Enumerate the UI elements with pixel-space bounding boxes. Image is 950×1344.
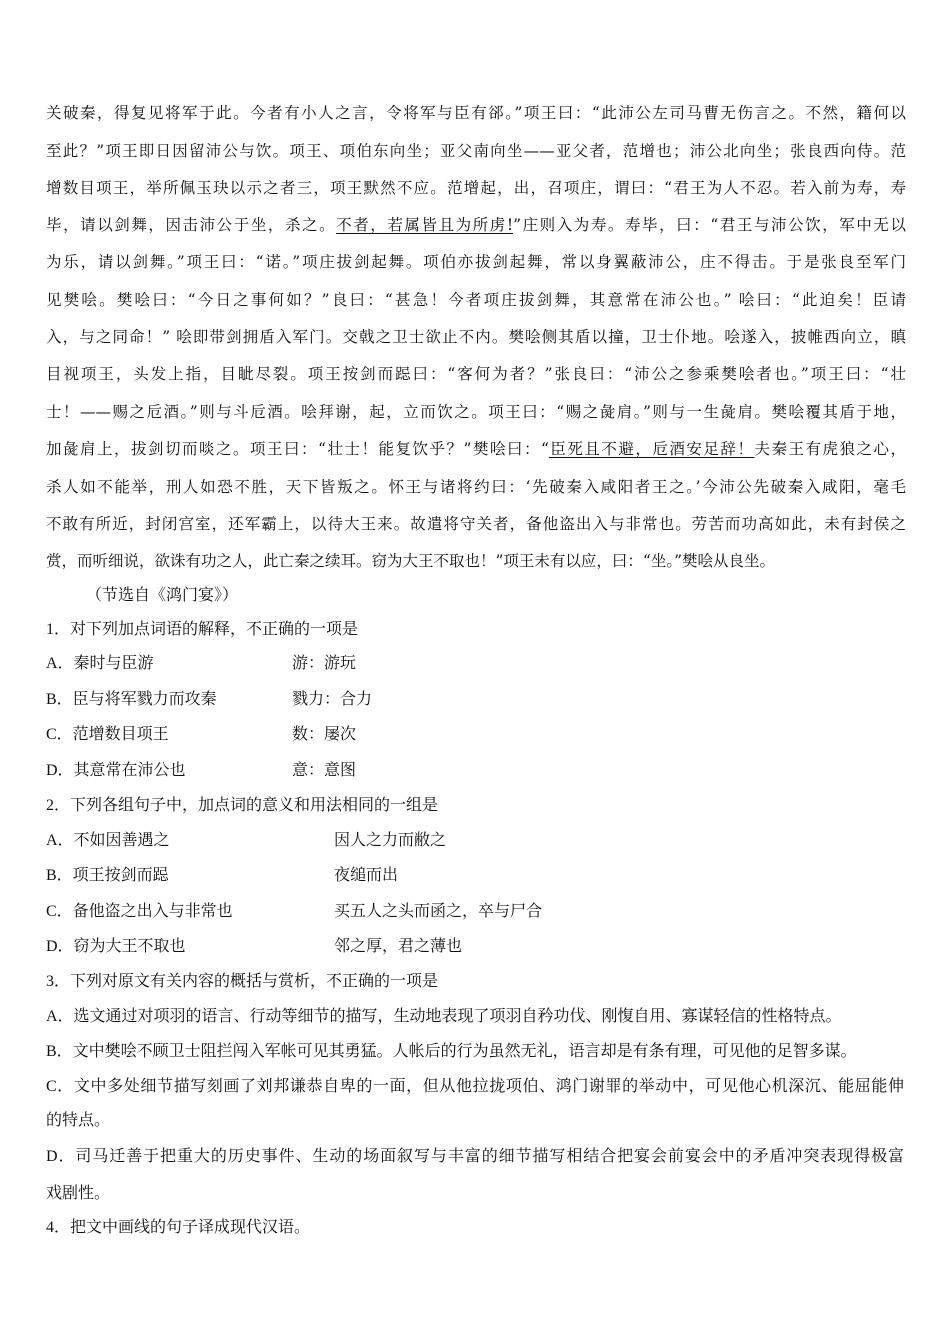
passage-line xyxy=(46,364,906,384)
question-4-stem: 4．把文中画线的句子译成现代汉语。 xyxy=(46,1219,311,1236)
passage-text: 赏，而听细说，欲诛有功之人，此亡秦之续耳。窃为大王不取也！”项王未有以应，曰：“坐。”樊哙从良坐。 xyxy=(46,552,776,570)
q1-option-b: B．臣与将军戮力而攻秦 xyxy=(46,691,217,708)
q1-option-c: C．范增数目项王 xyxy=(46,726,169,743)
passage-text: 不敢有所近，封闭宫室，还军霸上，以待大王来。故遣将守关者，备他盗出入与非常也。劳苦而功高如此，未有封侯之 xyxy=(46,515,906,533)
q1-option-d: D．其意常在沛公也 xyxy=(46,762,186,779)
passage-line xyxy=(46,290,906,310)
passage-line xyxy=(46,141,906,161)
passage-line xyxy=(46,402,906,422)
passage-line xyxy=(46,215,906,235)
passage-text: 毕，请以剑舞，因击沛公于坐，杀之。 xyxy=(46,216,337,234)
passage-line xyxy=(46,477,906,497)
q2-option-d-left: D．窃为大王不取也 xyxy=(46,938,186,955)
q2-option-a-left: A．不如因善遇之 xyxy=(46,832,170,849)
underlined-sentence: 臣死且不避，卮酒安足辞！ xyxy=(548,440,755,458)
passage-line xyxy=(46,514,906,534)
passage-text: 杀人如不能举，刑人如恐不胜，天下皆叛之。怀王与诸将约曰：‘先破秦入咸阳者王之。’今沛公先破秦入咸阳，毫毛 xyxy=(46,478,906,496)
q3-option-c-line1: C．文中多处细节描写刻画了刘邦谦恭自卑的一面，但从他拉拢项伯、鸿门谢罪的举动中，可见他心机深沉、能屈能伸 xyxy=(46,1078,904,1095)
passage-line xyxy=(46,439,906,459)
passage-text: 见樊哙。樊哙曰：“今日之事何如？”良曰：“甚急！今者项庄拔剑舞，其意常在沛公也。” 哙曰：“此迫矣！臣请 xyxy=(46,291,906,309)
q2-option-a-right: 因人之力而敝之 xyxy=(334,832,447,849)
q3-option-c-line2: 的特点。 xyxy=(46,1112,111,1129)
q2-option-c-right: 买五人之头而函之，卒与尸合 xyxy=(334,903,543,920)
q3-option-b: B．文中樊哙不顾卫士阻拦闯入军帐可见其勇猛。人帐后的行为虽然无礼，语言却是有条有理，可见他的足智多谋。 xyxy=(46,1043,857,1060)
passage-text: 目视项王，头发上指，目眦尽裂。项王按剑而跽曰：“客何为者？”张良曰：“沛公之参乘樊哙者也。”项王曰：“壮 xyxy=(46,365,906,383)
q1-option-a-gloss: 游：游玩 xyxy=(292,655,357,672)
passage-text: 增数目项王，举所佩玉玦以示之者三，项王默然不应。范增起，出，召项庄，谓曰：“君王为人不忍。若入前为寿，寿 xyxy=(46,179,906,197)
question-1-stem: 1．对下列加点词语的解释，不正确的一项是 xyxy=(46,621,359,638)
passage-line xyxy=(46,327,906,347)
passage-text: 关破秦，得复见将军于此。今者有小人之言，令将军与臣有郤。”项王曰：“此沛公左司马曹无伤言之。不然，籍何以 xyxy=(46,104,906,122)
q2-option-c-left: C．备他盗之出入与非常也 xyxy=(46,903,233,920)
underlined-sentence: 不者，若属皆且为所虏! xyxy=(336,216,514,234)
question-3-stem: 3．下列对原文有关内容的概括与赏析，不正确的一项是 xyxy=(46,973,439,990)
q2-option-d-right: 邻之厚，君之薄也 xyxy=(334,938,463,955)
q3-option-a: A．选文通过对项羽的语言、行动等细节的描写，生动地表现了项羽自矜功伐、刚愎自用、寡谋轻信的性格特点。 xyxy=(46,1008,842,1025)
q1-option-c-gloss: 数：屡次 xyxy=(292,726,357,743)
passage-text: 士！——赐之卮酒。”则与斗卮酒。哙拜谢，起，立而饮之。项王曰：“赐之彘肩。”则与一生彘肩。樊哙覆其盾于地， xyxy=(46,403,906,421)
q1-option-a: A．秦时与臣游 xyxy=(46,655,154,672)
passage-text: 夫秦王有虎狼之心， xyxy=(754,440,906,458)
q1-option-d-gloss: 意：意图 xyxy=(292,762,357,779)
q2-option-b-left: B．项王按剑而跽 xyxy=(46,867,169,884)
passage-text: 入，与之同命！” 哙即带剑拥盾入军门。交戟之卫士欲止不内。樊哙侧其盾以撞，卫士仆地。哙遂入，披帷西向立，瞋 xyxy=(46,328,906,346)
passage-text: ”庄则入为寿。寿毕，曰：“君王与沛公饮，军中无以 xyxy=(513,216,906,234)
passage-line xyxy=(46,178,906,198)
q1-option-b-gloss: 戮力：合力 xyxy=(292,691,373,708)
passage-text: 为乐，请以剑舞。”项王曰：“诺。”项庄拔剑起舞。项伯亦拔剑起舞，常以身翼蔽沛公，庄不得击。于是张良至军门 xyxy=(46,253,906,271)
q2-option-b-right: 夜缒而出 xyxy=(334,867,399,884)
passage-line xyxy=(46,551,775,571)
q3-option-d-line1: D．司马迁善于把重大的历史事件、生动的场面叙写与丰富的细节描写相结合把宴会前宴会中的矛盾冲突表现得极富 xyxy=(46,1148,904,1165)
question-2-stem: 2．下列各组句子中，加点词的意义和用法相同的一组是 xyxy=(46,797,439,814)
passage-line xyxy=(46,252,906,272)
passage-text: 至此？”项王即日因留沛公与饮。项王、项伯东向坐；亚父南向坐——亚父者，范增也；沛公北向坐；张良西向侍。范 xyxy=(46,142,906,160)
passage-source: （节选自《鸿门宴》） xyxy=(86,587,239,604)
passage-text: 加彘肩上，拔剑切而啖之。项王曰：“壮士！能复饮乎？”樊哙曰：“ xyxy=(46,440,549,458)
q3-option-d-line2: 戏剧性。 xyxy=(46,1185,111,1202)
passage-line xyxy=(46,103,906,123)
